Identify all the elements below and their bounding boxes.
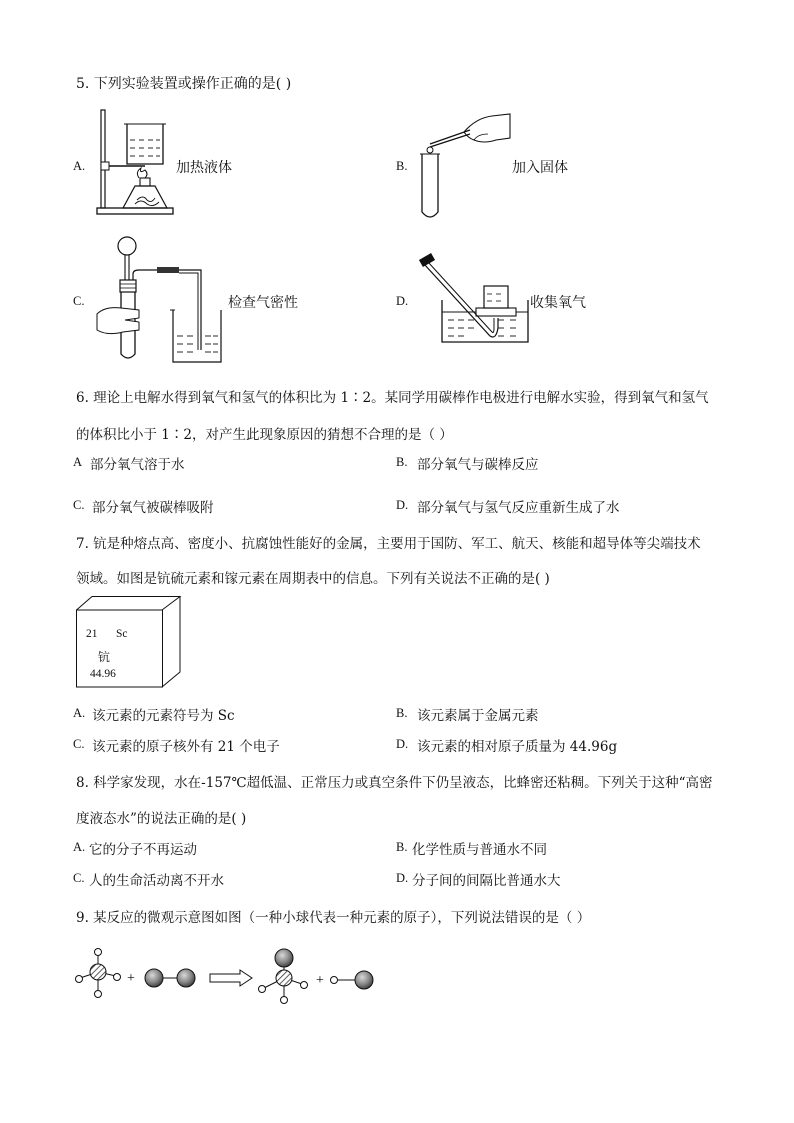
q7-option-c-text: 该元素的原子核外有 21 个电子 [92, 739, 280, 755]
product-molecule-ch3cl [259, 949, 308, 1004]
q5-option-b-label: 加入固体 [512, 160, 568, 176]
q6-option-a-text: 部分氧气溶于水 [90, 457, 185, 473]
q5-option-d-label: 收集氧气 [530, 295, 586, 311]
q7-option-a-letter: A. [73, 706, 86, 720]
reactant-plus-sign: + [127, 971, 135, 986]
q8-option-a-letter: A. [73, 840, 86, 854]
q5-option-c-label: 检查气密性 [228, 295, 298, 311]
airtightness-check-figure [95, 234, 225, 364]
reaction-micro-diagram [74, 946, 384, 1004]
question-6-stem-line-1: 6. 理论上电解水得到氧气和氢气的体积比为 1∶2。某同学用碳棒作电极进行电解水实验，得到氧气和氢气 [76, 390, 709, 406]
q6-option-b-letter: B. [396, 455, 408, 469]
q8-option-d-letter: D. [396, 871, 409, 885]
q6-option-c-letter: C. [73, 498, 85, 512]
q6-option-b-text: 部分氧气与碳棒反应 [417, 457, 539, 473]
element-atomic-number: 21 [86, 628, 98, 640]
q5-option-c-letter: C. [73, 294, 85, 308]
reactant-molecule-diatomic [145, 969, 195, 987]
question-9-stem: 9. 某反应的微观示意图如图（一种小球代表一种元素的原子），下列说法错误的是（ ） [76, 910, 591, 926]
q8-option-d-text: 分子间的间隔比普通水大 [412, 873, 561, 889]
q7-option-b-letter: B. [396, 706, 408, 720]
test-tube-adding-solid-figure [418, 110, 513, 222]
q5-option-b-letter: B. [396, 159, 408, 173]
reactant-molecule-ch4 [76, 949, 121, 998]
q6-option-c-text: 部分氧气被碳棒吸附 [92, 500, 214, 516]
q7-option-d-letter: D. [396, 737, 409, 751]
q8-option-b-text: 化学性质与普通水不同 [412, 842, 547, 858]
element-card-scandium [76, 596, 182, 688]
element-name: 钪 [98, 650, 111, 664]
question-8-stem-line-1: 8. 科学家发现，水在-157℃超低温、正常压力或真空条件下仍呈液态，比蜂密还粘稠。下列关于这种“高密 [76, 775, 713, 791]
q6-option-d-letter: D. [396, 498, 409, 512]
element-symbol: Sc [116, 628, 128, 640]
question-5-stem: 5. 下列实验装置或操作正确的是( ) [76, 76, 292, 92]
element-atomic-mass: 44.96 [90, 668, 116, 680]
product-plus-sign: + [316, 973, 324, 988]
q5-option-a-label: 加热液体 [176, 160, 232, 176]
oxygen-collection-figure [418, 228, 530, 348]
q7-option-b-text: 该元素属于金属元素 [417, 708, 539, 724]
q6-option-d-text: 部分氧气与氢气反应重新生成了水 [417, 500, 620, 516]
q8-option-b-letter: B. [396, 840, 408, 854]
q8-option-a-text: 它的分子不再运动 [89, 842, 197, 858]
q8-option-c-letter: C. [73, 871, 85, 885]
heating-apparatus-figure [95, 108, 175, 220]
question-8-stem-line-2: 度液态水”的说法正确的是( ) [76, 811, 247, 827]
q7-option-c-letter: C. [73, 737, 85, 751]
q7-option-d-text: 该元素的相对原子质量为 44.96g [417, 739, 618, 755]
reaction-arrow [210, 970, 252, 986]
q7-option-a-text: 该元素的元素符号为 Sc [92, 708, 235, 724]
q8-option-c-text: 人的生命活动离不开水 [89, 873, 224, 889]
q5-option-d-letter: D. [396, 294, 409, 308]
question-7-stem-line-2: 领域。如图是钪硫元素和镓元素在周期表中的信息。下列有关说法不正确的是( ) [76, 571, 550, 587]
question-7-stem-line-1: 7. 钪是种熔点高、密度小、抗腐蚀性能好的金属，主要用于国防、军工、航天、核能和超导体等尖端技术 [76, 536, 701, 552]
q6-option-a-letter: A [73, 455, 83, 469]
product-molecule-hcl [331, 971, 374, 989]
q5-option-a-letter: A. [73, 159, 86, 173]
question-6-stem-line-2: 的体积比小于 1∶2，对产生此现象原因的猜想不合理的是（ ） [76, 427, 453, 443]
